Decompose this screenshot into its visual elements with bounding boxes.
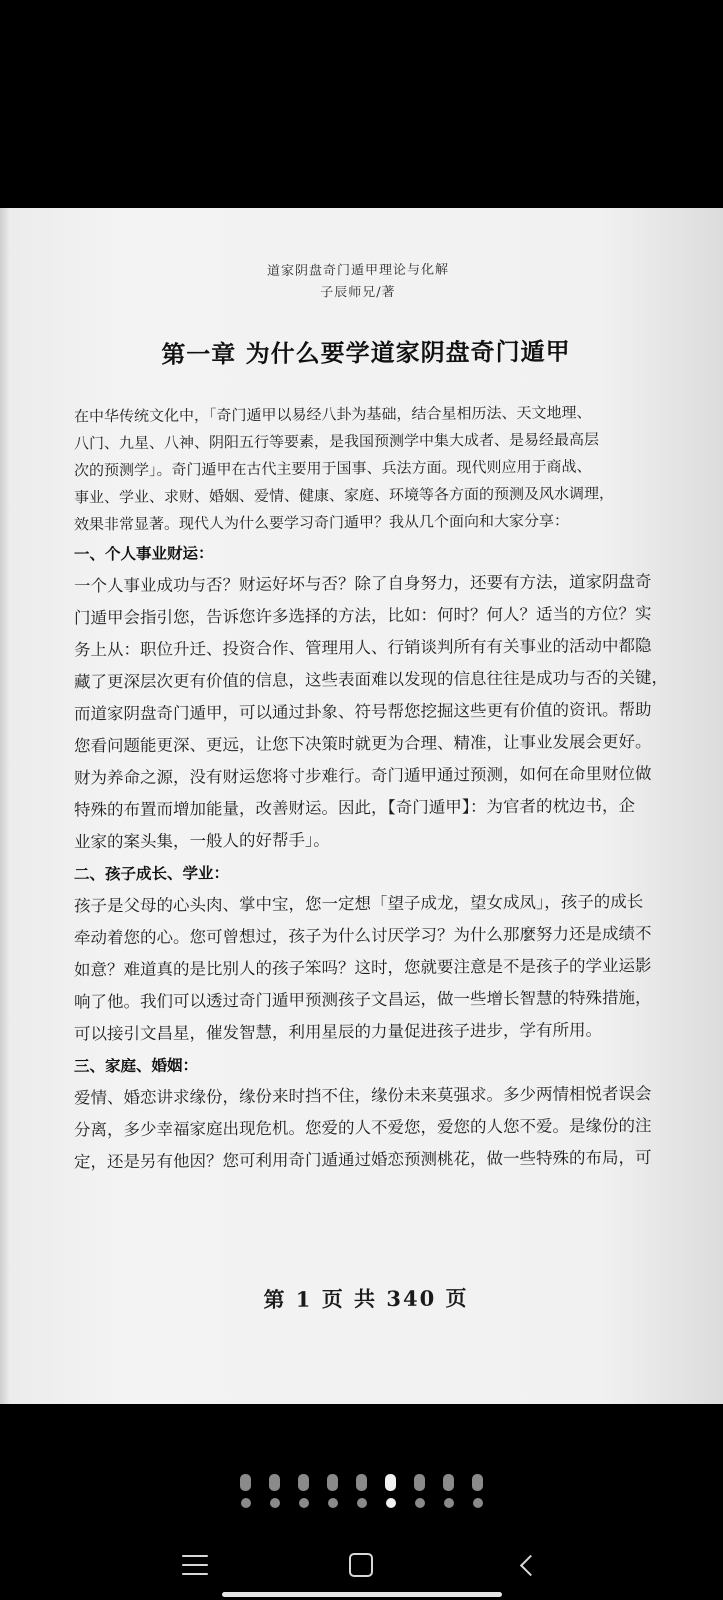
menu-icon [182,1555,208,1575]
image-pager [0,1474,723,1508]
menu-button[interactable] [170,1540,220,1590]
pager-dot[interactable] [324,1474,341,1508]
section-line: 您看问题能更深、更远，让您下决策时就更为合理、精准，让事业发展会更好。 [74,731,652,756]
section-line: 牵动着您的心。您可曾想过，孩子为什么讨厌学习？为什么那麼努力还是成绩不 [74,923,652,948]
pager-dot[interactable] [237,1474,254,1508]
intro-line: 八门、九星、八神、阴阳五行等要素，是我国预测学中集大成者、是易经最高层 [74,430,600,453]
section-line: 特殊的布置而增加能量，改善财运。因此，【奇门遁甲】：为官者的枕边书，企 [74,796,635,820]
section-line: 业家的案头集，一般人的好帮手」。 [74,830,330,852]
intro-line: 次的预测学」。奇门遁甲在古代主要用于国事、兵法方面。现代则应用于商战、 [74,457,592,480]
section-line: 可以接引文昌星，催发智慧，利用星辰的力量促进孩子进步，学有所用。 [74,1020,602,1044]
system-navigation-bar [0,1540,723,1600]
home-button[interactable] [336,1540,386,1590]
pager-dot[interactable] [295,1474,312,1508]
section-line: 分离，多少幸福家庭出现危机。您爱的人不爱您，爱您的人您不爱。是缘份的注 [74,1115,652,1140]
intro-line: 效果非常显著。现代人为什么要学习奇门遁甲？我从几个面向和大家分享： [74,511,570,534]
intro-line: 事业、学业、求财、婚姻、爱情、健康、家庭、环境等各方面的预测及风水调理， [74,484,615,507]
page-body [74,399,699,1179]
section-line: 响了他。我们可以透过奇门遁甲预测孩子文昌运，做一些增长智慧的特殊措施， [74,987,652,1012]
section-line: 门遁甲会指引您，告诉您许多选择的方法，比如：何时？何人？适当的方位？实 [74,603,652,628]
intro-line: 在中华传统文化中，「奇门遁甲以易经八卦为基础，结合星相历法、天文地理、 [74,403,592,426]
section-line: 藏了更深层次更有价值的信息，这些表面难以发现的信息往往是成功与否的关键， [74,667,668,692]
book-author: 子辰师兄/著 [320,284,396,301]
section-line: 财为养命之源，没有财运您将寸步难行。奇门遁甲通过预测，如何在命里财位做 [74,763,652,788]
section-line: 定，还是另有他因？您可利用奇门遁通过婚恋预测桃花，做一些特殊的布局，可 [74,1147,652,1172]
section-heading: 一、个人事业财运： [74,544,214,564]
section-line: 而道家阴盘奇门遁甲，可以通过卦象、符号帮您挖掘这些更有价值的资讯。帮助 [74,699,652,724]
pager-dot[interactable] [469,1474,486,1508]
back-icon [519,1554,540,1575]
home-icon [349,1553,373,1577]
book-page [8,208,708,1404]
chapter-title: 第一章 为什么要学道家阴盘奇门遁甲 [161,336,571,369]
pager-dot[interactable] [411,1474,428,1508]
pager-dot[interactable] [266,1474,283,1508]
back-button[interactable] [502,1540,552,1590]
pager-dot[interactable] [440,1474,457,1508]
page-number: 第 1 页 共 340 页 [263,1285,469,1312]
section-heading: 二、孩子成长、学业： [74,864,230,884]
section-heading: 三、家庭、婚姻： [74,1056,199,1076]
section-line: 如意？难道真的是比别人的孩子笨吗？这时，您就要注意是不是孩子的学业运影 [74,955,652,980]
section-line: 一个人事业成功与否？财运好坏与否？除了自身努力，还要有方法，道家阴盘奇 [74,571,652,596]
book-title: 道家阴盘奇门遁甲理论与化解 [266,262,449,279]
pager-dot[interactable] [382,1474,399,1508]
section-line: 孩子是父母的心头肉、掌中宝，您一定想「望子成龙，望女成凤」，孩子的成长 [74,892,644,916]
section-line: 务上从：职位升迁、投资合作、管理用人、行销谈判所有有关事业的活动中都隐 [74,635,652,660]
section-line: 爱情、婚恋讲求缘份，缘份来时挡不住，缘份未来莫强求。多少两情相悦者误会 [74,1083,652,1108]
pager-dot[interactable] [353,1474,370,1508]
document-photo[interactable] [0,208,723,1404]
home-indicator[interactable] [222,1592,502,1597]
